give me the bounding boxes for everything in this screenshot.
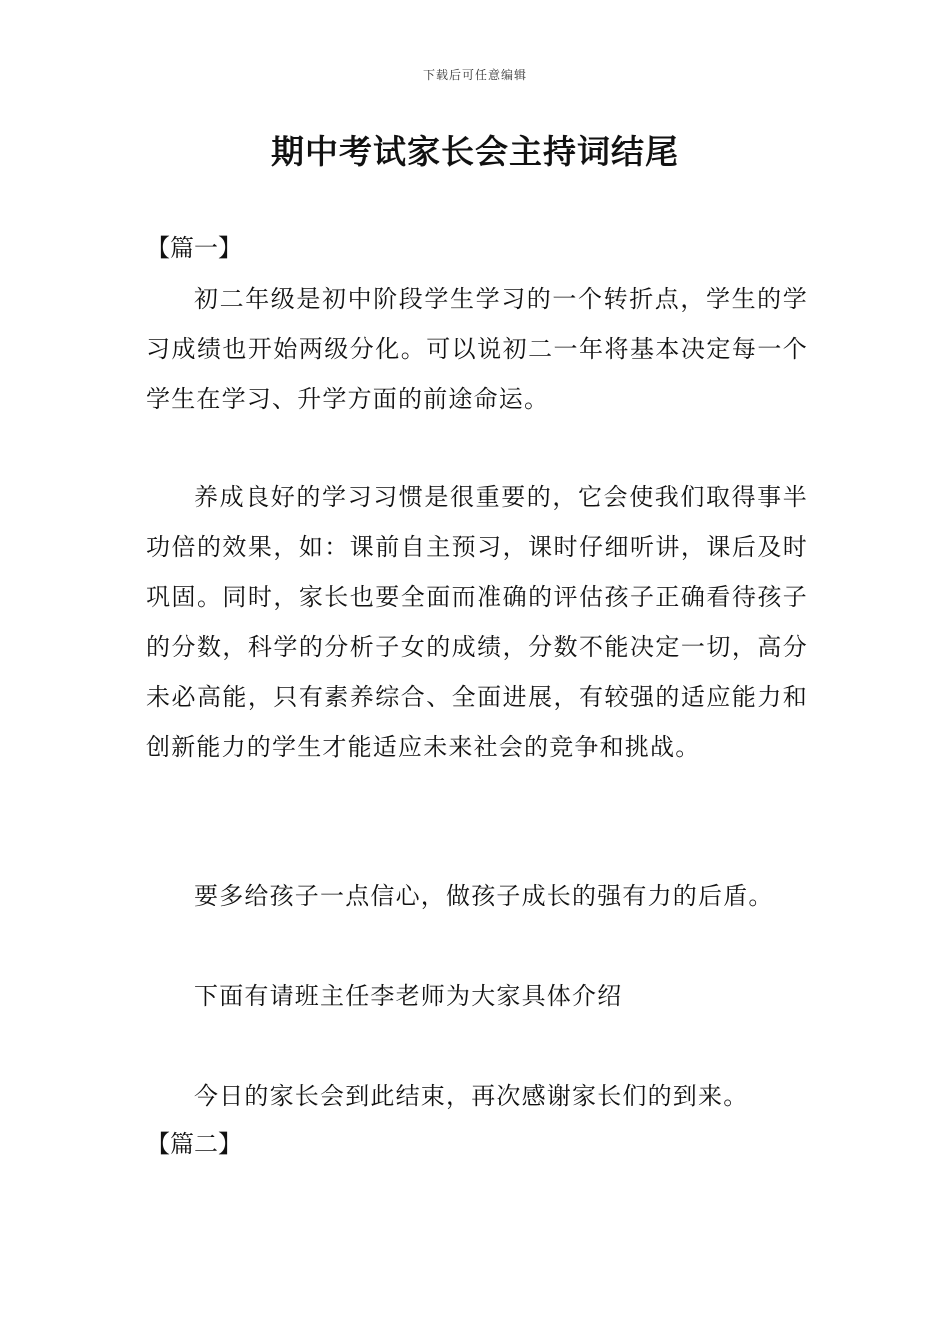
paragraph-1: 初二年级是初中阶段学生学习的一个转折点，学生的学习成绩也开始两级分化。可以说初二一年将基本决定每一个学生在学习、升学方面的前途命运。 bbox=[146, 285, 808, 413]
section-label-1: 【篇一】 bbox=[146, 234, 242, 262]
header-note: 下载后可任意编辑 bbox=[422, 68, 527, 82]
paragraph-5: 今日的家长会到此结束，再次感谢家长们的到来。 bbox=[194, 1082, 749, 1110]
paragraph-2: 养成良好的学习习惯是很重要的，它会使我们取得事半功倍的效果，如：课前自主预习，课时仔细听讲，课后及时巩固。同时，家长也要全面而准确的评估孩子正确看待孩子的分数，科学的分析子女的成绩，分数不能决定一切，高分未必高能，只有素养综合、全面进展，有较强的适应能力和创新能力的学生才能适应未来社会的竞争和挑战。 bbox=[146, 483, 808, 761]
section-label-2: 【篇二】 bbox=[146, 1130, 242, 1158]
page-title: 期中考试家长会主持词结尾 bbox=[271, 132, 679, 171]
paragraph-4: 下面有请班主任李老师为大家具体介绍 bbox=[194, 982, 623, 1010]
paragraph-3: 要多给孩子一点信心，做孩子成长的强有力的后盾。 bbox=[194, 882, 774, 910]
